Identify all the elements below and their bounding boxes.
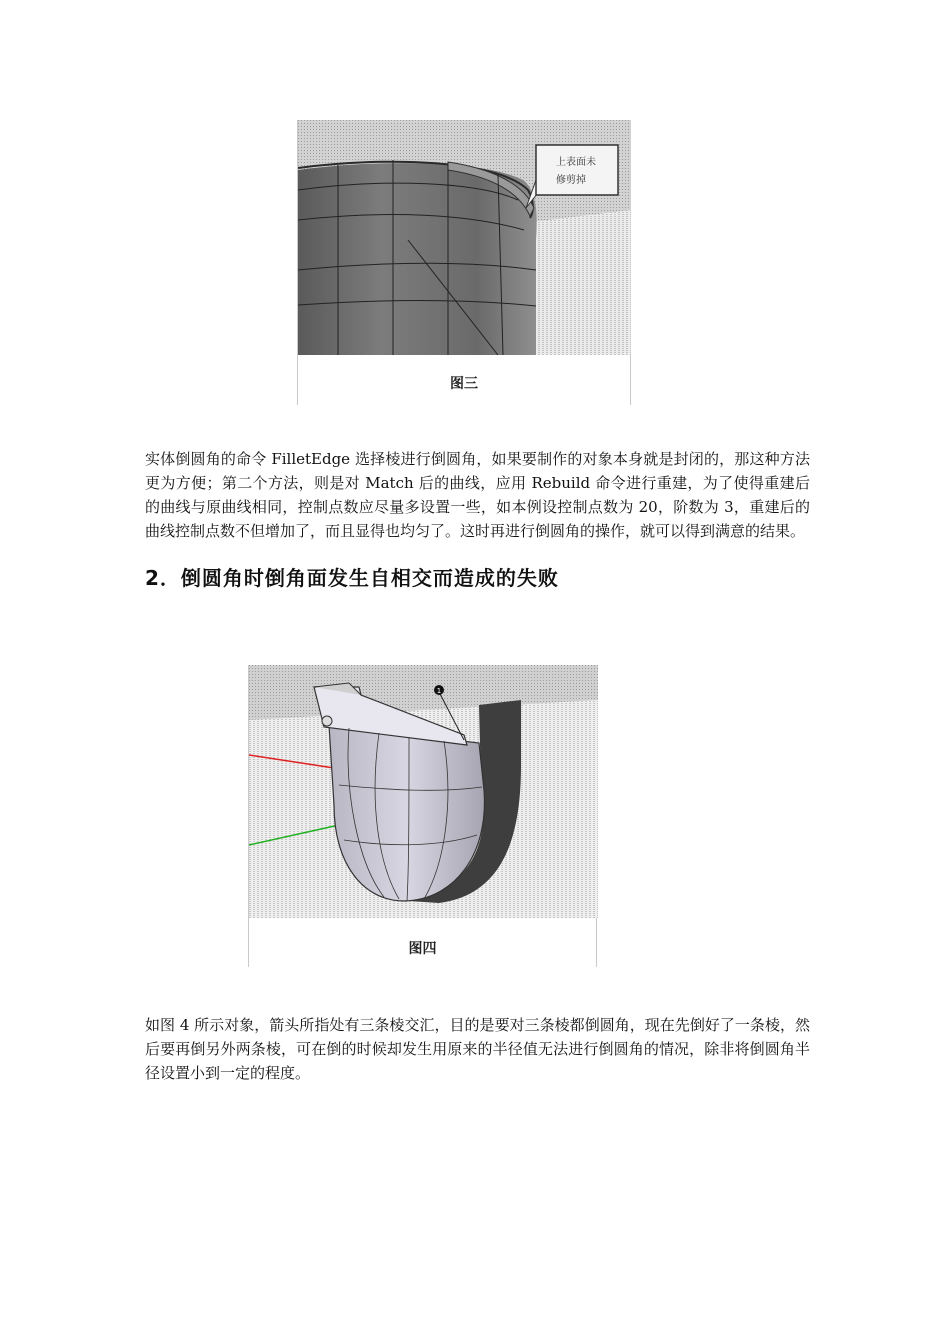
figure-3 [297,120,631,405]
figure-3-caption: 图三 [450,376,478,392]
section-heading: 2．倒圆角时倒角面发生自相交而造成的失败 [145,566,559,590]
callout-line-2: 修剪掉 [556,175,586,186]
paragraph-2: 如图 4 所示对象，箭头所指处有三条棱交汇，目的是要对三条棱都倒圆角，现在先倒好了一条棱，然后要再倒另外两条棱，可在倒的时候却发生用原来的半径值无法进行倒圆角的情况，除非将倒圆角半径设置小到一定的程度。 [145,1016,810,1082]
figure-3-image [298,120,631,355]
figure-4-caption: 图四 [408,941,437,957]
marker-number: 1 [436,687,442,695]
callout-line-1: 上表面未 [556,157,596,168]
figure-4 [248,665,597,967]
paragraph-1: 实体倒圆角的命令 FilletEdge 选择棱进行倒圆角，如果要制作的对象本身就是封闭的，那这种方法更为方便；第二个方法，则是对 Match 后的曲线，应用 Rebuild 命令进行重建，为了使得重建后的曲线与原曲线相同，控制点数应尽量多设置一些，如本例设控制点数为 20，阶数为 3，重建后的曲线控制点数不但增加了，而且显得也均匀了。这时再进行倒圆角的操作，就可以得到满意的结果。 [145,450,810,540]
figure-4-image [249,665,598,918]
